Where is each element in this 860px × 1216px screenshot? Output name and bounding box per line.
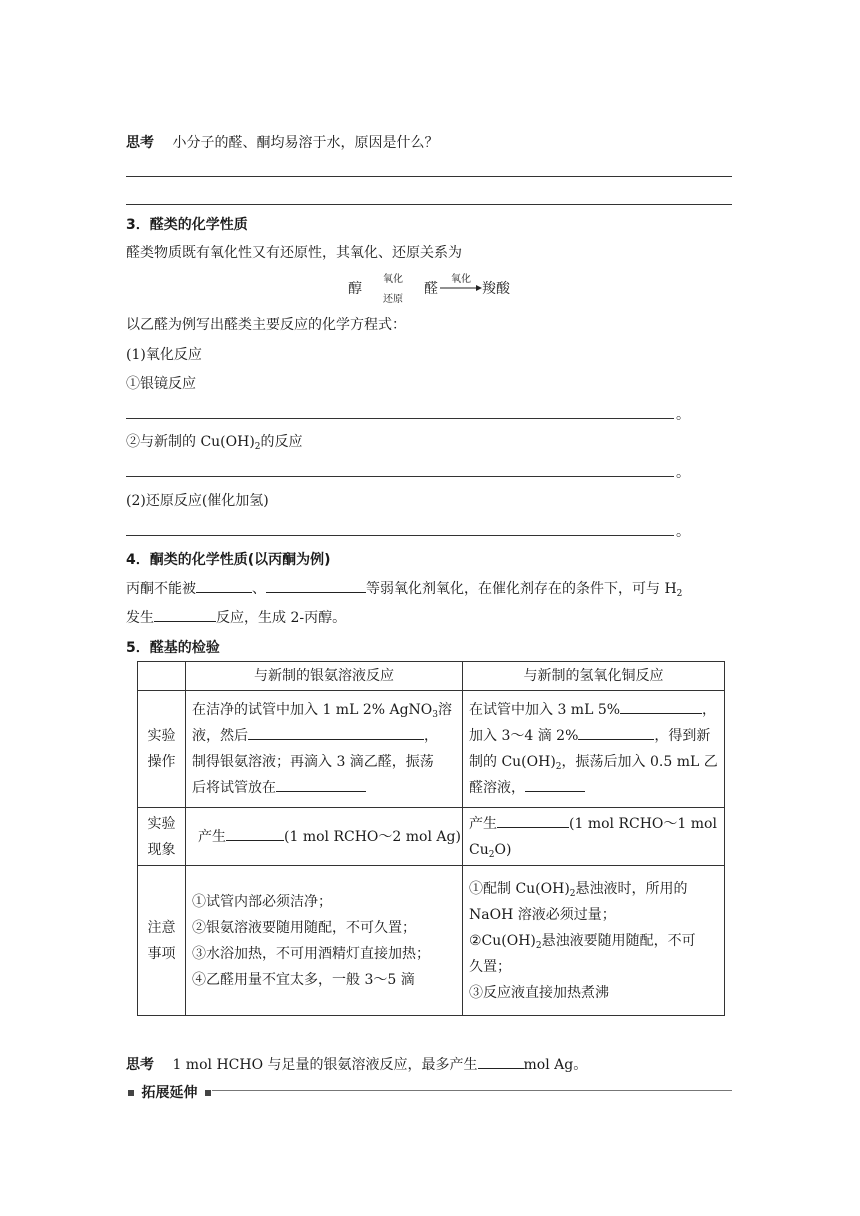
fill-blank — [620, 699, 702, 714]
square-bullet-icon — [128, 1090, 134, 1096]
think-question-text: 小分子的醛、酮均易溶于水，原因是什么？ — [172, 135, 439, 151]
oxidation-heading: (1)氧化反应 — [126, 347, 202, 363]
cell-silver-phenomenon: 产生 (1 mol RCHO～2 mol Ag) — [186, 808, 463, 866]
section-4-title: 4．酮类的化学性质(以丙酮为例) — [126, 552, 331, 568]
redox-scheme — [348, 270, 518, 304]
cu-oh-item: ②与新制的 $Cu(OH)_2$的反应 — [126, 434, 303, 452]
fill-blank — [525, 777, 585, 792]
fill-blank — [478, 1054, 524, 1069]
row-header-operation: 实验 操作 — [138, 691, 186, 808]
header-copper-hydroxide: 与新制的氢氧化铜反应 — [463, 662, 725, 691]
cell-silver-operation: 在洁净的试管中加入 1 mL 2% AgNO$_3$溶 液，然后 ， 制得银氨溶液；再滴入 3 滴乙醛，振荡 后将试管放在 — [186, 691, 463, 808]
fill-blank — [196, 578, 252, 593]
right-arrow-icon — [440, 284, 482, 292]
fill-blank — [154, 607, 216, 622]
table-row-phenomenon — [138, 808, 725, 866]
section-4-line-2: 发生 反应，生成 2-丙醇。 — [126, 607, 346, 627]
heading-divider — [212, 1090, 732, 1091]
oxidation-label: 氧化 — [383, 274, 403, 285]
silver-mirror-item: ①银镜反应 — [126, 376, 196, 392]
alcohol-label: 醇 — [348, 281, 362, 297]
think-question-2: 思考 1 mol HCHO 与足量的银氨溶液反应，最多产生 mol Ag。 — [126, 1054, 587, 1074]
cell-copper-operation: 在试管中加入 3 mL 5% ， 加入 3～4 滴 2% ，得到新 制的 $Cu(OH)_2$，振荡后加入 0.5 mL 乙 醛溶液， — [463, 691, 725, 808]
section-3-title: 3．醛类的化学性质 — [126, 217, 248, 233]
fill-blank — [248, 725, 424, 740]
think-label: 思考 — [126, 135, 154, 151]
section-3-intro: 醛类物质既有氧化性又有还原性，其氧化、还原关系为 — [126, 245, 462, 261]
arrow-oxidation-label: 氧化 — [451, 274, 471, 285]
fill-blank — [266, 578, 366, 593]
think-label: 思考 — [126, 1057, 154, 1073]
row-header-notes: 注意 事项 — [138, 866, 186, 1016]
table-header-row — [138, 662, 725, 691]
square-bullet-icon — [205, 1090, 211, 1096]
answer-line — [126, 476, 674, 477]
answer-line — [126, 204, 732, 205]
answer-line — [126, 176, 732, 177]
cell-silver-notes: ①试管内部必须洁净； ②银氨溶液要随用随配，不可久置； ③水浴加热，不可用酒精灯直接加热； ④乙醛用量不宜太多，一般 3～5 滴 — [186, 866, 463, 1016]
aldehyde-test-table — [137, 661, 725, 1016]
reduction-label: 还原 — [383, 294, 403, 305]
reduction-heading: (2)还原反应(催化加氢) — [126, 493, 269, 509]
end-mark: 。 — [676, 524, 690, 540]
table-row-operation — [138, 691, 725, 808]
section-4-line-1: 丙酮不能被 、 等弱氧化剂氧化，在催化剂存在的条件下，可与 $H_2$ — [126, 578, 682, 598]
table-row-notes — [138, 866, 725, 1016]
fill-blank — [276, 777, 366, 792]
think-question-1 — [126, 132, 438, 152]
fill-blank — [578, 725, 654, 740]
answer-line — [126, 418, 674, 419]
acid-label: 羧酸 — [482, 281, 510, 297]
example-intro: 以乙醛为例写出醛类主要反应的化学方程式： — [126, 317, 406, 333]
aldehyde-label: 醛 — [424, 281, 438, 297]
cell-copper-notes: ①配制 $Cu(OH)_2$悬浊液时，所用的 NaOH 溶液必须过量； $②Cu(OH)_2$悬浊液要随用随配，不可 久置； ③反应液直接加热煮沸 — [463, 866, 725, 1016]
cell-copper-phenomenon: 产生 (1 mol RCHO～1 mol $Cu_2O$) — [463, 808, 725, 866]
fill-blank — [226, 826, 284, 841]
extend-heading: 拓展延伸 — [128, 1082, 211, 1102]
end-mark: 。 — [676, 465, 690, 481]
answer-line — [126, 535, 674, 536]
header-silver-ammonia: 与新制的银氨溶液反应 — [186, 662, 463, 691]
section-5-title: 5．醛基的检验 — [126, 640, 220, 656]
fill-blank — [497, 813, 569, 828]
end-mark: 。 — [676, 407, 690, 423]
row-header-phenomenon: 实验 现象 — [138, 808, 186, 866]
